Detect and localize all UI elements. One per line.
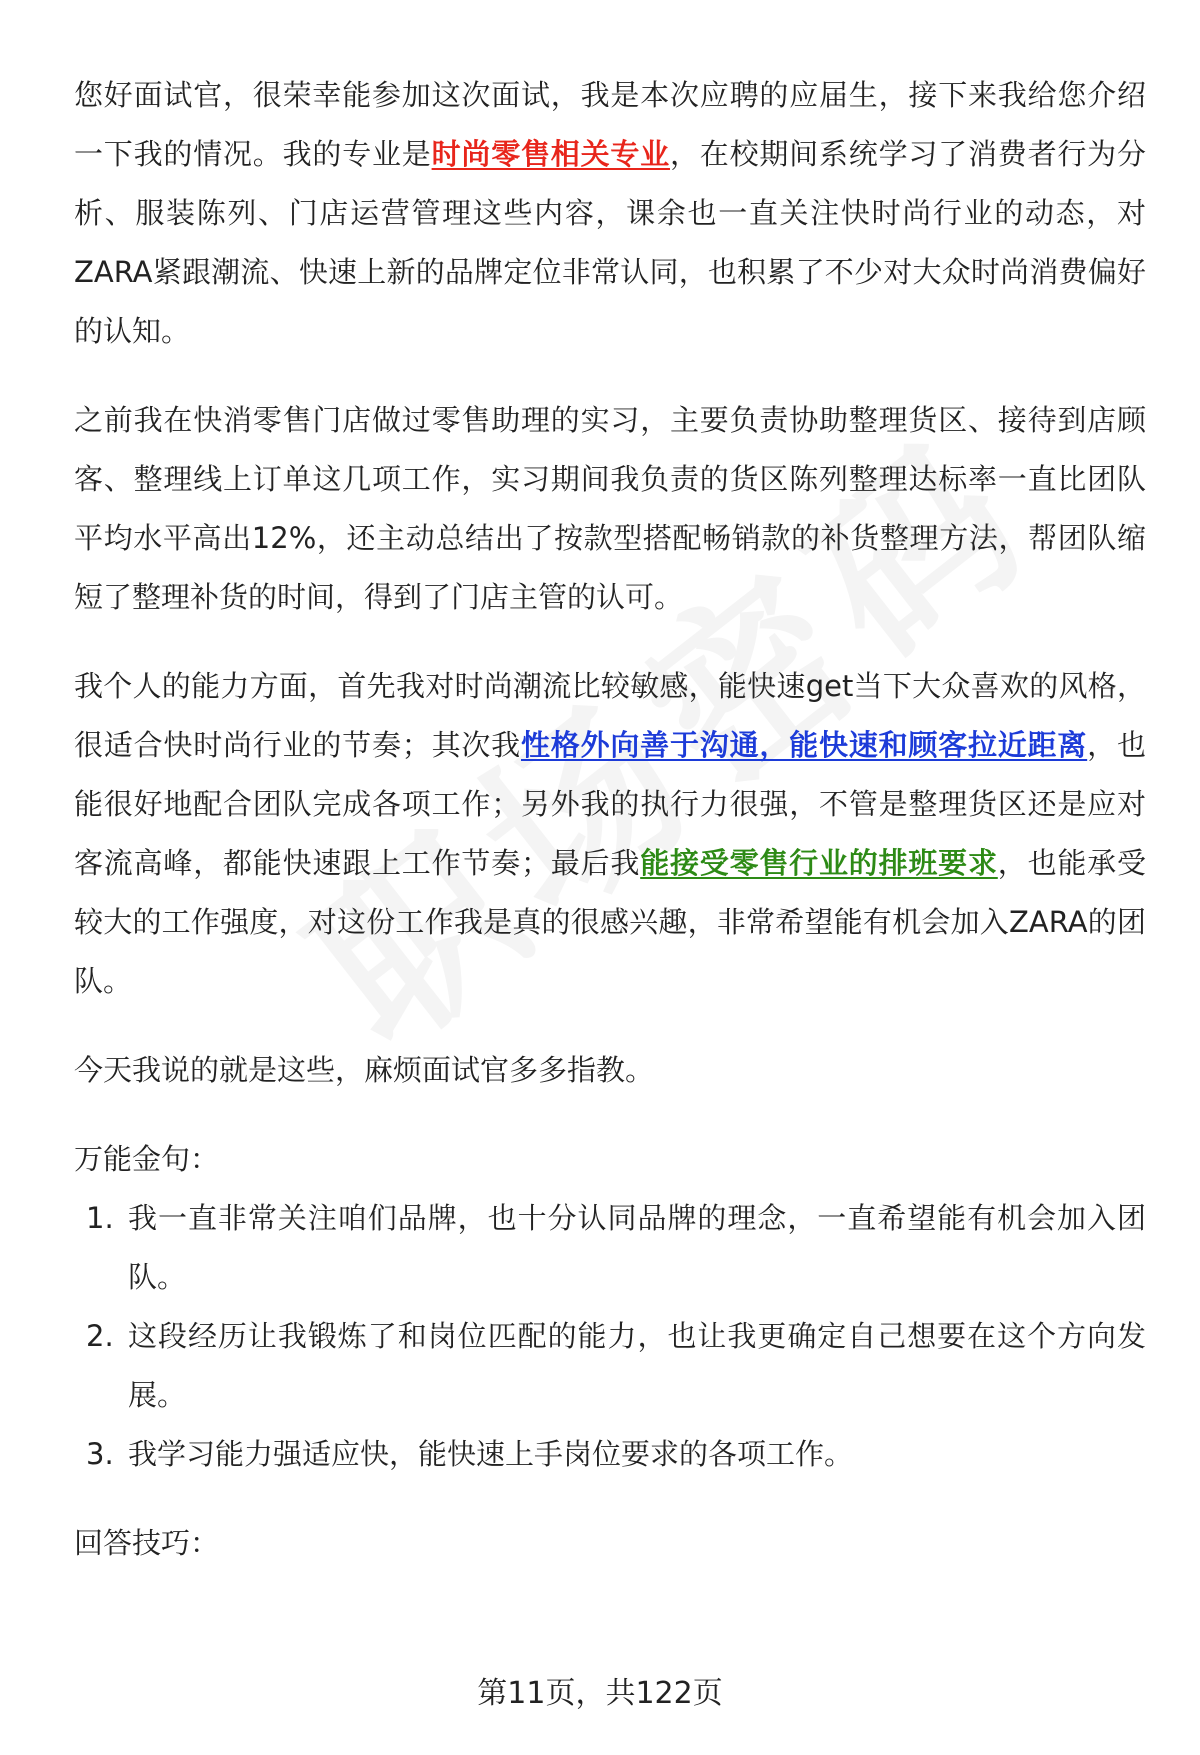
list-item bbox=[74, 1425, 1146, 1484]
list-item-text: 这段经历让我锻炼了和岗位匹配的能力，也让我更确定自己想要在这个方向发展。 bbox=[128, 1319, 1146, 1412]
list-item-number: 1. bbox=[86, 1201, 114, 1235]
abilities-paragraph bbox=[74, 657, 1146, 1011]
abilities-text-2: ，也能很好地配合团队完成各项工作；另外我的执行力很强，不管是整理货区还是应对客流高峰，都能快速跟上工作节奏；最后我 bbox=[74, 728, 1146, 880]
closing-paragraph: 今天我说的就是这些，麻烦面试官多多指教。 bbox=[74, 1053, 655, 1087]
list-item-text: 我学习能力强适应快，能快速上手岗位要求的各项工作。 bbox=[128, 1437, 854, 1471]
abilities-text-3: ，也能承受较大的工作强度，对这份工作我是真的很感兴趣，非常希望能有机会加入ZARA的团队。 bbox=[74, 846, 1146, 998]
tips-heading: 回答技巧： bbox=[74, 1526, 220, 1560]
intro-text-after: ，在校期间系统学习了消费者行为分析、服装陈列、门店运营管理这些内容，课余也一直关注快时尚行业的动态，对ZARA紧跟潮流、快速上新的品牌定位非常认同，也积累了不少对大众时尚消费偏好的认知。 bbox=[74, 137, 1146, 348]
intro-paragraph bbox=[74, 66, 1146, 361]
communication-highlight: 性格外向善于沟通，能快速和顾客拉近距离 bbox=[520, 728, 1088, 762]
list-item-number: 3. bbox=[86, 1437, 114, 1471]
list-item bbox=[74, 1307, 1146, 1425]
major-highlight: 时尚零售相关专业 bbox=[431, 137, 670, 171]
internship-paragraph: 之前我在快消零售门店做过零售助理的实习，主要负责协助整理货区、接待到店顾客、整理线上订单这几项工作，实习期间我负责的货区陈列整理达标率一直比团队平均水平高出12%，还主动总结出了按款型搭配畅销款的补货整理方法，帮团队缩短了整理补货的时间，得到了门店主管的认可。 bbox=[74, 403, 1146, 614]
list-item bbox=[74, 1189, 1146, 1307]
page-number-footer: 第11页，共122页 bbox=[477, 1676, 723, 1711]
golden-sentences-list bbox=[74, 1189, 1146, 1484]
abilities-text-1: 我个人的能力方面，首先我对时尚潮流比较敏感，能快速get当下大众喜欢的风格，很适合快时尚行业的节奏；其次我 bbox=[74, 669, 1146, 762]
list-item-text: 我一直非常关注咱们品牌，也十分认同品牌的理念，一直希望能有机会加入团队。 bbox=[128, 1201, 1146, 1294]
list-item-number: 2. bbox=[86, 1319, 114, 1353]
intro-text-before: 您好面试官，很荣幸能参加这次面试，我是本次应聘的应届生，接下来我给您介绍一下我的情况。我的专业是 bbox=[74, 78, 1146, 171]
golden-sentences-heading: 万能金句： bbox=[74, 1142, 220, 1176]
document-body bbox=[74, 66, 1146, 1573]
schedule-highlight: 能接受零售行业的排班要求 bbox=[640, 846, 998, 880]
